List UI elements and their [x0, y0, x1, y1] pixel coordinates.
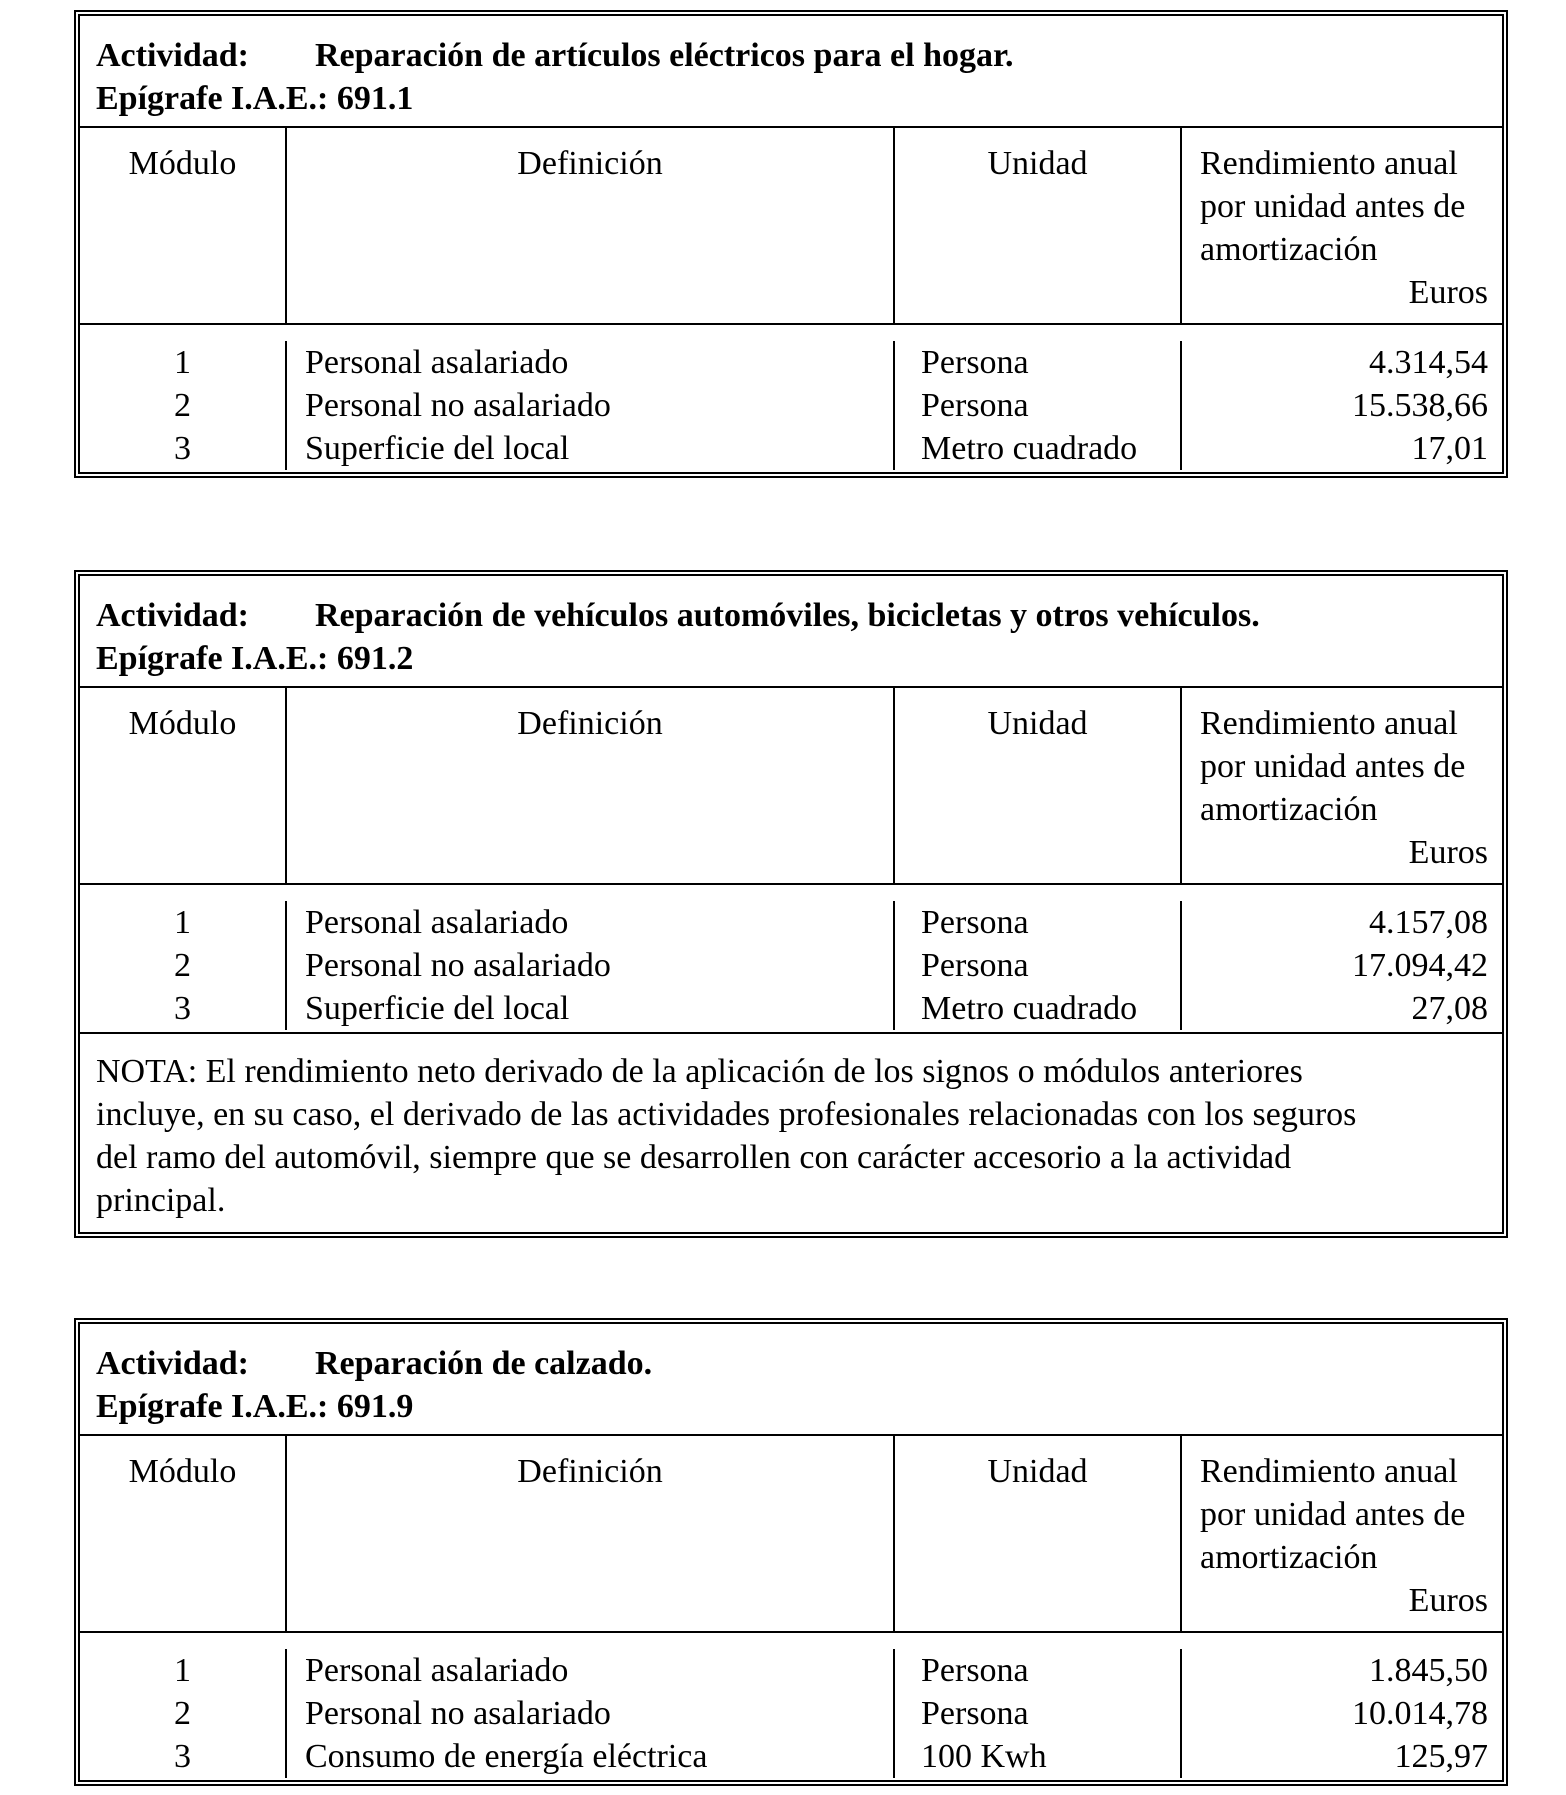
activity-label: Actividad:: [96, 1345, 249, 1382]
table-cell: 1.845,50: [1369, 1652, 1488, 1689]
unidad-column: [893, 1649, 1180, 1778]
table-cell: Personal asalariado: [305, 1652, 569, 1689]
table-cell: Personal no asalariado: [305, 947, 611, 984]
table-cell: 10.014,78: [1352, 1695, 1488, 1732]
activity-table-691-1: [74, 10, 1508, 478]
rendimiento-line: por unidad antes de: [1200, 188, 1466, 225]
column-header-definicion: Definición: [285, 688, 893, 883]
unidad-column: [893, 341, 1180, 470]
activity-name: Reparación de artículos eléctricos para el hogar.: [315, 37, 1014, 74]
column-header-unidad: Unidad: [893, 128, 1180, 323]
definicion-column: [285, 1649, 893, 1778]
modulo-column: [80, 341, 285, 470]
column-header-modulo: Módulo: [128, 145, 237, 182]
table-cell: 17.094,42: [1352, 947, 1488, 984]
rendimiento-line: Rendimiento anual: [1200, 705, 1458, 742]
modulo-column: [80, 1649, 285, 1778]
column-header-definicion: Definición: [285, 1436, 893, 1631]
rendimiento-column: [1180, 341, 1502, 470]
table-cell: 125,97: [1394, 1738, 1488, 1775]
table-cell: 100 Kwh: [921, 1738, 1047, 1775]
rendimiento-line: amortización: [1200, 1539, 1378, 1576]
table-cell: Personal no asalariado: [305, 387, 611, 424]
epigrafe: Epígrafe I.A.E.: 691.2: [96, 640, 414, 677]
table-header: [80, 16, 1502, 128]
table-cell: Personal no asalariado: [305, 1695, 611, 1732]
activity-line: [96, 34, 1502, 77]
table-cell: 3: [174, 1738, 191, 1775]
activity-label: Actividad:: [96, 597, 249, 634]
rendimiento-line: Rendimiento anual: [1200, 145, 1458, 182]
table-body: [80, 325, 1502, 472]
table-cell: 3: [174, 990, 191, 1027]
activity-name: Reparación de calzado.: [315, 1345, 653, 1382]
table-cell: 2: [174, 387, 191, 424]
table-header: [80, 1324, 1502, 1436]
table-cell: Persona: [921, 387, 1029, 424]
table-cell: 17,01: [1411, 430, 1488, 467]
nota-line: principal.: [96, 1182, 226, 1219]
table-body: [80, 1633, 1502, 1780]
table-body: [80, 885, 1502, 1032]
rendimiento-column: [1180, 901, 1502, 1030]
table-cell: 4.157,08: [1369, 904, 1488, 941]
table-cell: Persona: [921, 904, 1029, 941]
table-cell: 4.314,54: [1369, 344, 1488, 381]
unidad-column: [893, 901, 1180, 1030]
nota-line: incluye, en su caso, el derivado de las actividades profesionales relacionadas con los seguros: [96, 1096, 1357, 1133]
table-cell: Superficie del local: [305, 990, 570, 1027]
table-header: [80, 576, 1502, 688]
epigrafe: Epígrafe I.A.E.: 691.9: [96, 1388, 414, 1425]
table-cell: Consumo de energía eléctrica: [305, 1738, 708, 1775]
column-header-rendimiento: [1180, 688, 1502, 883]
table-cell: 15.538,66: [1352, 387, 1488, 424]
table-cell: Metro cuadrado: [921, 430, 1138, 467]
column-header-definicion: Definición: [285, 128, 893, 323]
epigrafe: Epígrafe I.A.E.: 691.1: [96, 80, 414, 117]
table-cell: Persona: [921, 1695, 1029, 1732]
activity-table-691-9: [74, 1318, 1508, 1786]
column-headers: [80, 128, 1502, 325]
table-cell: Superficie del local: [305, 430, 570, 467]
nota-line: del ramo del automóvil, siempre que se desarrollen con carácter accesorio a la actividad: [96, 1139, 1292, 1176]
column-header-modulo: Módulo: [128, 705, 237, 742]
table-cell: 2: [174, 1695, 191, 1732]
activity-table-691-2: [74, 570, 1508, 1238]
rendimiento-line: por unidad antes de: [1200, 1496, 1466, 1533]
column-headers: [80, 688, 1502, 885]
euros-label: Euros: [1408, 274, 1488, 311]
euros-label: Euros: [1408, 834, 1488, 871]
rendimiento-line: amortización: [1200, 791, 1378, 828]
table-cell: Persona: [921, 344, 1029, 381]
nota: [80, 1032, 1502, 1232]
table-cell: Persona: [921, 1652, 1029, 1689]
table-cell: 2: [174, 947, 191, 984]
table-cell: 27,08: [1411, 990, 1488, 1027]
column-header-modulo: Módulo: [128, 1453, 237, 1490]
activity-line: [96, 1342, 1502, 1385]
table-cell: 1: [174, 344, 191, 381]
rendimiento-line: por unidad antes de: [1200, 748, 1466, 785]
rendimiento-column: [1180, 1649, 1502, 1778]
activity-name: Reparación de vehículos automóviles, bicicletas y otros vehículos.: [315, 597, 1260, 634]
column-header-unidad: Unidad: [893, 1436, 1180, 1631]
table-cell: Personal asalariado: [305, 904, 569, 941]
euros-label: Euros: [1408, 1582, 1488, 1619]
column-headers: [80, 1436, 1502, 1633]
column-header-rendimiento: [1180, 1436, 1502, 1631]
table-cell: 1: [174, 1652, 191, 1689]
modulo-column: [80, 901, 285, 1030]
nota-line: NOTA: El rendimiento neto derivado de la aplicación de los signos o módulos anteriores: [96, 1053, 1303, 1090]
rendimiento-line: amortización: [1200, 231, 1378, 268]
activity-label: Actividad:: [96, 37, 249, 74]
activity-line: [96, 594, 1502, 637]
column-header-unidad: Unidad: [893, 688, 1180, 883]
table-cell: 1: [174, 904, 191, 941]
table-cell: Metro cuadrado: [921, 990, 1138, 1027]
table-cell: Personal asalariado: [305, 344, 569, 381]
definicion-column: [285, 341, 893, 470]
rendimiento-line: Rendimiento anual: [1200, 1453, 1458, 1490]
table-cell: 3: [174, 430, 191, 467]
definicion-column: [285, 901, 893, 1030]
table-cell: Persona: [921, 947, 1029, 984]
column-header-rendimiento: [1180, 128, 1502, 323]
